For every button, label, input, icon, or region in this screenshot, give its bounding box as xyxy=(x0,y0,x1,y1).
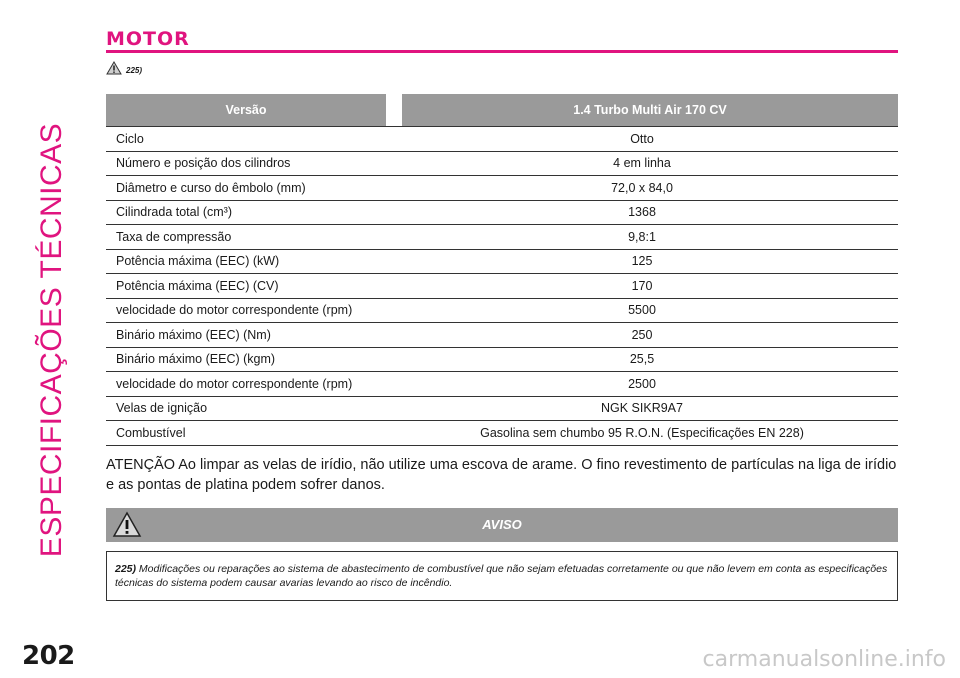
row-value: 72,0 x 84,0 xyxy=(386,176,898,201)
row-value: 250 xyxy=(386,323,898,348)
table-row xyxy=(106,200,898,225)
table-row xyxy=(106,274,898,299)
row-label: Velas de ignição xyxy=(106,396,386,421)
row-label: velocidade do motor correspondente (rpm) xyxy=(106,298,386,323)
row-value: 25,5 xyxy=(386,347,898,372)
table-row xyxy=(106,298,898,323)
aviso-bar xyxy=(106,508,898,542)
page-number: 202 xyxy=(22,641,75,671)
aviso-note-box xyxy=(106,551,898,601)
row-label: Combustível xyxy=(106,421,386,446)
row-label: Binário máximo (EEC) (Nm) xyxy=(106,323,386,348)
table-row xyxy=(106,347,898,372)
page-title: MOTOR xyxy=(106,28,190,50)
row-label: Ciclo xyxy=(106,127,386,152)
engine-spec-table xyxy=(106,94,898,446)
row-value: NGK SIKR9A7 xyxy=(386,396,898,421)
section-header xyxy=(106,28,898,53)
row-value: Otto xyxy=(386,127,898,152)
table-row xyxy=(106,323,898,348)
sidebar-section-title: ESPECIFICAÇÕES TÉCNICAS xyxy=(35,122,68,558)
reference-line xyxy=(106,61,142,80)
reference-number: 225) xyxy=(126,66,143,75)
aviso-label: AVISO xyxy=(482,517,522,532)
table-row xyxy=(106,127,898,152)
column-gap xyxy=(386,94,402,127)
table-row xyxy=(106,249,898,274)
row-label: velocidade do motor correspondente (rpm) xyxy=(106,372,386,397)
row-label: Número e posição dos cilindros xyxy=(106,151,386,176)
table-header-row xyxy=(106,94,898,127)
aviso-note-text: Modificações ou reparações ao sistema de abastecimento de combustível que não sejam efetuadas corretamente ou que não levem em conta as especificações técnicas do sistema podem causar avarias levando ao risco de incêndio. xyxy=(115,563,888,589)
watermark: carmanualsonline.info xyxy=(702,647,946,672)
row-label: Potência máxima (EEC) (CV) xyxy=(106,274,386,299)
row-value: 4 em linha xyxy=(386,151,898,176)
row-value: 170 xyxy=(386,274,898,299)
row-label: Taxa de compressão xyxy=(106,225,386,250)
warning-triangle-icon xyxy=(106,61,122,80)
table-row xyxy=(106,225,898,250)
row-label: Cilindrada total (cm³) xyxy=(106,200,386,225)
row-label: Potência máxima (EEC) (kW) xyxy=(106,249,386,274)
table-row xyxy=(106,176,898,201)
table-row xyxy=(106,151,898,176)
table-row xyxy=(106,396,898,421)
column-header-version: Versão xyxy=(106,94,386,127)
row-value: 9,8:1 xyxy=(386,225,898,250)
row-value: 2500 xyxy=(386,372,898,397)
row-label: Binário máximo (EEC) (kgm) xyxy=(106,347,386,372)
row-value: Gasolina sem chumbo 95 R.O.N. (Especificações EN 228) xyxy=(386,421,898,446)
warning-paragraph: ATENÇÃO Ao limpar as velas de irídio, não utilize uma escova de arame. O fino revestimento de partículas na liga de irídio e as pontas de platina podem sofrer danos. xyxy=(106,457,897,493)
table-row xyxy=(106,421,898,446)
table-row xyxy=(106,372,898,397)
row-value: 1368 xyxy=(386,200,898,225)
column-header-engine: 1.4 Turbo Multi Air 170 CV xyxy=(402,94,898,127)
row-label: Diâmetro e curso do êmbolo (mm) xyxy=(106,176,386,201)
aviso-note xyxy=(115,562,889,590)
row-value: 125 xyxy=(386,249,898,274)
aviso-note-number: 225) xyxy=(115,563,137,575)
row-value: 5500 xyxy=(386,298,898,323)
